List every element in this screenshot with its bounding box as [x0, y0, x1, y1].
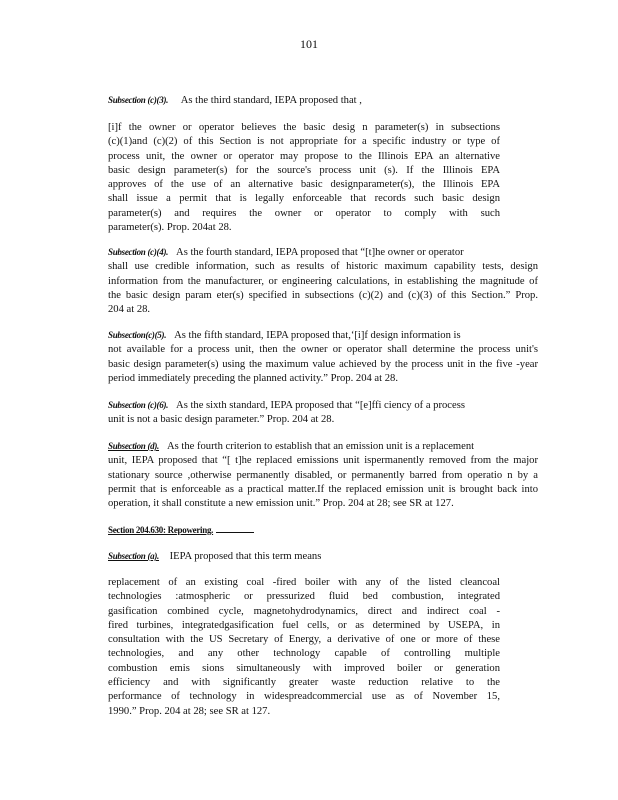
- text-line: consultation with the US Secretary of Energy, a derivative of one or more of these: [108, 634, 500, 646]
- text-line: replacement of an existing coal -fired boiler with any of the listed cleancoal: [108, 577, 500, 588]
- text-line: performance of technology in widespreadcommercial use as of November 15,: [108, 691, 500, 703]
- text-line: [i]f the owner or operator believes the basic desig n parameter(s) in subsections: [108, 122, 500, 133]
- subsection-heading: Subsection(c)(5).: [108, 330, 167, 340]
- paragraph-c4: [108, 245, 538, 317]
- text-line: shall use credible information, such as results of historic maximum capability tests, design: [108, 261, 538, 273]
- text-line: shall issue a permit that is legally enforceable that records such basic design: [108, 193, 500, 205]
- paragraph-repowering-a: [108, 549, 500, 564]
- subsection-heading: Subsection (a).: [108, 551, 160, 561]
- text-line: operation, it shall constitute a new emission unit.” Prop. 204 at 28; see SR at 127.: [108, 498, 454, 510]
- text-line: gasification combined cycle, magnetohydrodynamics, direct and indirect coal -: [108, 605, 500, 617]
- text-line: technologies, and any other technology capable of controlling multiple: [108, 648, 500, 660]
- subsection-heading: Subsection (d).: [108, 441, 160, 451]
- text-line: unit, IEPA proposed that “[ t]he replaced emissions unit ispermanently removed from the major: [108, 455, 538, 467]
- paragraph-c6: [108, 398, 538, 428]
- block-quote-c3: [108, 121, 500, 235]
- text-line: process unit, the owner or operator may propose to the Illinois EPA an alternative: [108, 150, 500, 162]
- text-line: [108, 439, 538, 454]
- text-line: basic design parameter(s) for the source's process unit (s). If the Illinois EPA: [108, 164, 500, 176]
- subsection-heading: Subsection (c)(3).: [108, 95, 169, 105]
- text-line: parameter(s). Prop. 204at 28.: [108, 222, 232, 234]
- text-line: period immediately preceding the planned activity.” Prop. 204 at 28.: [108, 372, 398, 384]
- paragraph-text: As the third standard, IEPA proposed that ,: [180, 95, 362, 106]
- text-line: not available for a process unit, then the owner or operator shall determine the process unit's: [108, 344, 538, 356]
- text-line: information from the manufacturer, or engineering calculations, in establishing the magnitude of: [108, 275, 538, 287]
- text-line: parameter(s) and requires the owner or operator to comply with such: [108, 207, 500, 219]
- text-line: 204 at 28.: [108, 304, 151, 316]
- subsection-heading: Subsection (c)(6).: [108, 400, 169, 410]
- text-line: technologies :atmospheric or pressurized fluid bed combustion, integrated: [108, 591, 500, 603]
- text-line: unit is not a basic design parameter.” Prop. 204 at 28.: [108, 414, 335, 426]
- text-line: the basic design param eter(s) specified in subsections (c)(2) and (c)(3) of this Section.” Prop.: [108, 289, 538, 301]
- section-heading-block: [108, 523, 408, 538]
- subsection-heading: Subsection (c)(4).: [108, 247, 169, 257]
- text-line: fired turbines, integratedgasification fuel cells, or as determined by USEPA, in: [108, 619, 500, 631]
- paragraph-text: As the sixth standard, IEPA proposed that “[e]ffi ciency of a process: [176, 400, 465, 411]
- paragraph-text: IEPA proposed that this term means: [169, 551, 322, 562]
- text-line: [108, 328, 538, 343]
- text-line: (c)(1)and (c)(2) of this Section is not appropriate for a specific industry or type of: [108, 136, 500, 148]
- paragraph-c5: [108, 328, 538, 386]
- paragraph-d: [108, 439, 538, 511]
- text-line: efficiency and with significantly greater waste reduction relative to the: [108, 677, 500, 689]
- text-line: [108, 245, 538, 260]
- section-heading: Section 204.630: Repowering.: [108, 525, 214, 535]
- text-line: combustion emis sions simultaneously with improved boiler or generation: [108, 662, 500, 674]
- text-line: stationary source ,otherwise permanently disabled, or permanently barred from operatio n by a: [108, 469, 538, 481]
- paragraph-text: As the fifth standard, IEPA proposed that,‘[i]f design information is: [174, 330, 461, 341]
- text-line: [108, 398, 538, 413]
- paragraph-c3: [108, 93, 500, 108]
- page-number: 101: [300, 37, 318, 51]
- section-heading-underline: [216, 523, 254, 533]
- text-line: basic design parameter(s) using the maximum value achieved by the process unit in the five -year: [108, 358, 538, 370]
- text-line: approves of the use of an alternative basic designparameter(s), the Illinois EPA: [108, 179, 500, 191]
- paragraph-text: As the fourth standard, IEPA proposed that “[t]he owner or operator: [176, 247, 464, 258]
- paragraph-text: As the fourth criterion to establish that an emission unit is a replacement: [166, 441, 475, 452]
- text-line: 1990.” Prop. 204 at 28; see SR at 127.: [108, 705, 271, 717]
- block-quote-repowering: [108, 576, 500, 719]
- text-line: permit that is enforceable as a practical matter.If the replaced emission unit is brought back into: [108, 483, 538, 495]
